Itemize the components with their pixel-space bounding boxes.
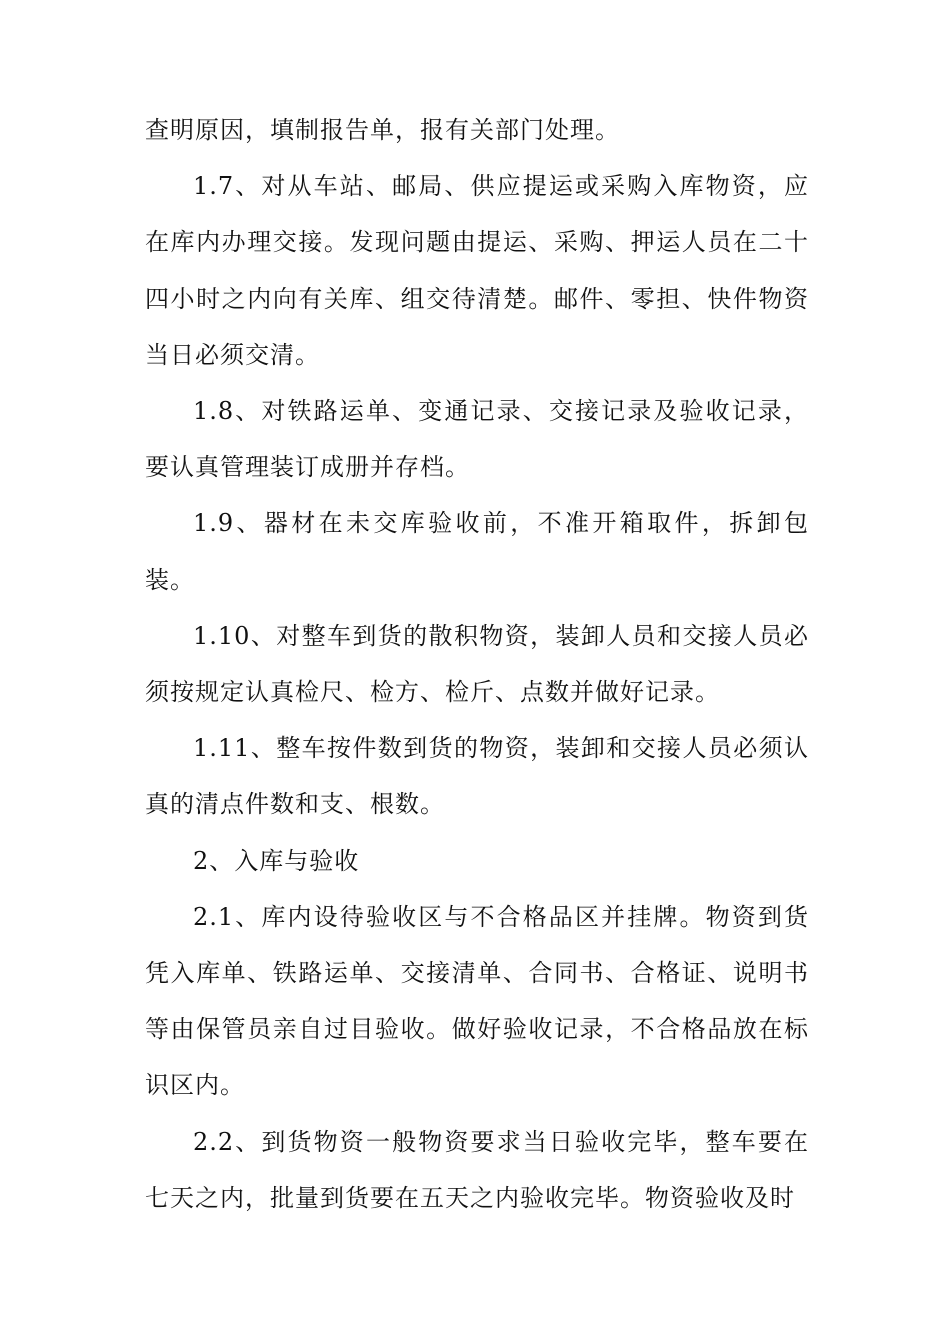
paragraph-continuation: 查明原因，填制报告单，报有关部门处理。: [145, 116, 620, 144]
section-heading-2: 2、入库与验收: [193, 846, 360, 875]
paragraph-1-8: 1.8、对铁路运单、变通记录、交接记录及验收记录，要认真管理装订成册并存档。: [145, 397, 809, 482]
document-body: [145, 102, 809, 1226]
paragraph-1-10: 1.10、对整车到货的散积物资，装卸人员和交接人员必须按规定认真检尺、检方、检斤、点数并做好记录。: [145, 621, 809, 707]
paragraph-2-2: 2.2、到货物资一般物资要求当日验收完毕，整车要在七天之内，批量到货要在五天之内验收完毕。物资验收及时: [145, 1127, 809, 1212]
paragraph-1-7: 1.7、对从车站、邮局、供应提运或采购入库物资，应在库内办理交接。发现问题由提运、采购、押运人员在二十四小时之内向有关库、组交待清楚。邮件、零担、快件物资当日必须交清。: [145, 172, 809, 369]
paragraph-1-9: 1.9、器材在未交库验收前，不准开箱取件，拆卸包装。: [145, 509, 809, 594]
paragraph-2-1: 2.1、库内设待验收区与不合格品区并挂牌。物资到货凭入库单、铁路运单、交接清单、合同书、合格证、说明书等由保管员亲自过目验收。做好验收记录，不合格品放在标识区内。: [145, 902, 809, 1100]
paragraph-1-11: 1.11、整车按件数到货的物资，装卸和交接人员必须认真的清点件数和支、根数。: [145, 734, 809, 819]
